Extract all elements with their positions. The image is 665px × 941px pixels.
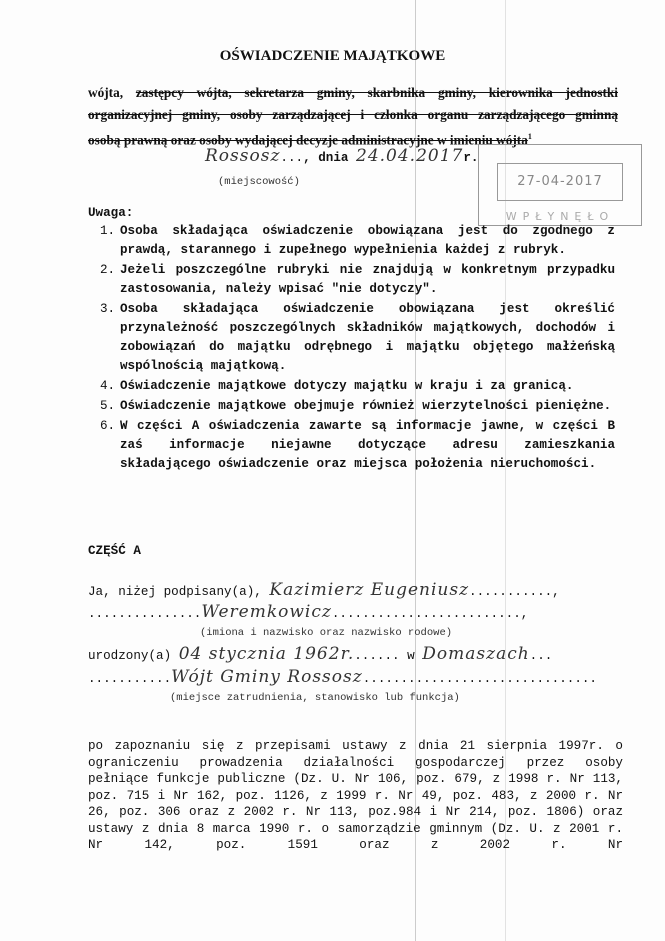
dnia-label: , dnia [303, 151, 349, 165]
list-item [100, 417, 615, 474]
name-line: Ja, niżej podpisany(a), Kazimierz Eugeniusz..........., [88, 580, 560, 600]
intro-paragraph [88, 82, 618, 151]
item-number: 5. [100, 399, 116, 413]
ja-label: Ja, niżej podpisany(a), [88, 585, 262, 599]
w-label: w [407, 649, 415, 663]
place-caption: (miejscowość) [218, 176, 300, 188]
position-line: ...........Wójt Gminy Rossosz............................... [88, 667, 597, 687]
position-handwritten: Wójt Gminy Rossosz [171, 667, 363, 687]
intro-struck-text-2: osobą prawną oraz osoby wydającej decyzje administracyjne w imieniu wójta [88, 132, 528, 148]
intro-kept: wójta, [88, 85, 124, 100]
place-handwritten: Rossosz [205, 146, 281, 166]
intro-struck-text: zastępcy wójta, sekretarza gminy, skarbnika gminy, kierownika jednostki organizacyjnej gminy, osoby zarządzającej i członka organu zarządzającego gminną [88, 85, 618, 122]
item-text: Jeżeli poszczególne rubryki nie znajdują w konkretnym przypadku zastosowania, należy wpisać "nie dotyczy". [120, 263, 615, 296]
document-title: OŚWIADCZENIE MAJĄTKOWE [219, 48, 446, 64]
birth-line: urodzony(a) 04 stycznia 1962r....... w Domaszach... [88, 644, 553, 664]
born-label: urodzony(a) [88, 649, 172, 663]
item-number: 3. [100, 302, 116, 316]
place-date-line: Rossosz..., dnia 24.04.2017r. [205, 146, 479, 166]
surname-handwritten: Weremkowicz [201, 602, 332, 622]
item-text: Oświadczenie majątkowe dotyczy majątku w kraju i za granicą. [120, 379, 574, 393]
list-item [100, 261, 615, 299]
list-item [100, 300, 615, 376]
legal-paragraph: po zapoznaniu się z przepisami ustawy z dnia 21 sierpnia 1997r. o ograniczeniu prowadzenia działalności gospodarczej przez osoby pełniące funkcje publiczne (Dz. U. Nr 106, poz. 679, z 1998 r. Nr 113, poz. 715 i Nr 162, poz. 1126, z 1999 r. Nr 49, poz. 483, z 2000 r. Nr 26, poz. 306 oraz z 2002 r. Nr 113, poz.984 i Nr 214, poz. 1806) oraz ustawy z dnia 8 marca 1990 r. o samorządzie gminnym (Dz. U. z 2001 r. Nr 142, poz. 1591 oraz z 2002 r. Nr [88, 739, 623, 852]
footnote-marker: 1 [527, 132, 532, 141]
surname-line: ...............Weremkowicz........................., [88, 602, 529, 622]
list-item [100, 397, 615, 416]
list-item [100, 377, 615, 396]
date-handwritten: 24.04.2017 [356, 146, 464, 166]
stamp-name: WPŁYNĘŁO [505, 210, 615, 223]
stamp-date: 27-04-2017 [497, 163, 623, 201]
item-number: 1. [100, 224, 116, 238]
received-stamp [478, 144, 642, 226]
item-text: Oświadczenie majątkowe obejmuje również wierzytelności pieniężne. [120, 399, 612, 413]
item-number: 4. [100, 379, 116, 393]
uwaga-list [100, 222, 615, 475]
first-names-handwritten: Kazimierz Eugeniusz [269, 580, 470, 600]
position-caption: (miejsce zatrudnienia, stanowisko lub funkcja) [170, 692, 460, 704]
list-item [100, 222, 615, 260]
birth-date-handwritten: 04 stycznia 1962r. [178, 644, 355, 664]
item-text: W części A oświadczenia zawarte są informacje jawne, w części B zaś informacje niejawne dotyczące adresu zamieszkania składającego oświadczenie oraz miejsca położenia nieruchomości. [120, 419, 615, 471]
part-a-heading: CZĘŚĆ A [88, 544, 141, 558]
birth-place-handwritten: Domaszach [422, 644, 530, 664]
year-suffix: r. [463, 151, 479, 165]
item-text: Osoba składająca oświadczenie obowiązana jest do zgodnego z prawdą, starannego i zupełnego wypełnienia każdej z rubryk. [120, 224, 615, 257]
names-caption: (imiona i nazwisko oraz nazwisko rodowe) [200, 627, 453, 639]
uwaga-label: Uwaga: [88, 206, 134, 220]
item-text: Osoba składająca oświadczenie obowiązana jest określić przynależność poszczególnych składników majątkowych, dochodów i zobowiązań do majątku odrębnego i majątku objętego małżeńską wspólnością majątkową. [120, 302, 615, 373]
item-number: 6. [100, 419, 116, 433]
item-number: 2. [100, 263, 116, 277]
